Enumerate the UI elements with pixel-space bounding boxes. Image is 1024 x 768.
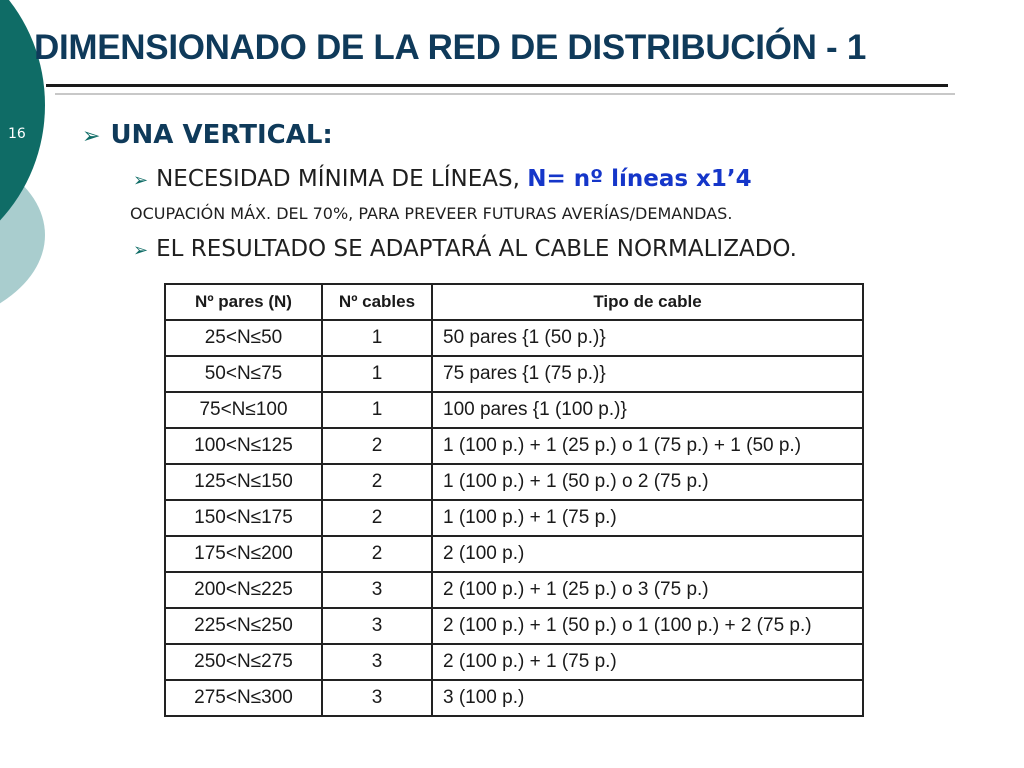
- cell-cables: 3: [322, 572, 432, 608]
- bullet-text: EL RESULTADO SE ADAPTARÁ AL CABLE NORMALIZADO.: [156, 236, 797, 262]
- cell-cable-type: 1 (100 p.) + 1 (50 p.) o 2 (75 p.): [432, 464, 863, 500]
- cell-cables: 1: [322, 320, 432, 356]
- table-row: [165, 428, 863, 464]
- cell-cable-type: 75 pares {1 (75 p.)}: [432, 356, 863, 392]
- table-row: [165, 500, 863, 536]
- cell-cables: 2: [322, 536, 432, 572]
- bullet-text: NECESIDAD MÍNIMA DE LÍNEAS,: [156, 166, 528, 192]
- cell-cables: 3: [322, 644, 432, 680]
- title-underline-secondary: [55, 93, 955, 95]
- cell-pairs: 125<N≤150: [165, 464, 322, 500]
- cell-cables: 2: [322, 500, 432, 536]
- cell-cable-type: 1 (100 p.) + 1 (25 p.) o 1 (75 p.) + 1 (50 p.): [432, 428, 863, 464]
- bullet-resultado: [133, 236, 797, 262]
- cell-pairs: 75<N≤100: [165, 392, 322, 428]
- formula-text: N= nº líneas x1’4: [527, 166, 752, 192]
- table-row: [165, 572, 863, 608]
- cable-sizing-table: [164, 283, 864, 717]
- header-cable-type: Tipo de cable: [432, 284, 863, 320]
- table-row: [165, 644, 863, 680]
- cell-cable-type: 2 (100 p.): [432, 536, 863, 572]
- table-row: [165, 392, 863, 428]
- table-row: [165, 680, 863, 716]
- cell-cable-type: 3 (100 p.): [432, 680, 863, 716]
- cell-pairs: 250<N≤275: [165, 644, 322, 680]
- cell-cables: 3: [322, 608, 432, 644]
- table-header-row: [165, 284, 863, 320]
- cell-pairs: 200<N≤225: [165, 572, 322, 608]
- table-row: [165, 356, 863, 392]
- cell-pairs: 225<N≤250: [165, 608, 322, 644]
- cell-pairs: 175<N≤200: [165, 536, 322, 572]
- bullet-necesidad-minima: [133, 166, 752, 192]
- cell-pairs: 150<N≤175: [165, 500, 322, 536]
- arrow-bullet-icon: ➢: [82, 124, 101, 149]
- cell-cables: 1: [322, 356, 432, 392]
- table-row: [165, 464, 863, 500]
- table-row: [165, 320, 863, 356]
- bullet-text: UNA VERTICAL:: [110, 120, 333, 150]
- bullet-una-vertical: [82, 120, 333, 150]
- cell-cables: 1: [322, 392, 432, 428]
- cell-cable-type: 2 (100 p.) + 1 (25 p.) o 3 (75 p.): [432, 572, 863, 608]
- arrow-bullet-icon: ➢: [133, 240, 149, 261]
- title-underline: [46, 84, 948, 87]
- cell-cable-type: 1 (100 p.) + 1 (75 p.): [432, 500, 863, 536]
- header-pairs: Nº pares (N): [165, 284, 322, 320]
- cell-cable-type: 100 pares {1 (100 p.)}: [432, 392, 863, 428]
- table-row: [165, 536, 863, 572]
- slide-title: DIMENSIONADO DE LA RED DE DISTRIBUCIÓN - 1: [34, 28, 866, 67]
- arrow-bullet-icon: ➢: [133, 170, 149, 191]
- cell-cable-type: 2 (100 p.) + 1 (50 p.) o 1 (100 p.) + 2 (75 p.): [432, 608, 863, 644]
- cell-cables: 2: [322, 428, 432, 464]
- cell-cable-type: 2 (100 p.) + 1 (75 p.): [432, 644, 863, 680]
- table-row: [165, 608, 863, 644]
- header-cables: Nº cables: [322, 284, 432, 320]
- cell-cables: 3: [322, 680, 432, 716]
- slide-number: 16: [8, 126, 26, 142]
- cell-pairs: 50<N≤75: [165, 356, 322, 392]
- occupancy-note: OCUPACIÓN MÁX. DEL 70%, PARA PREVEER FUTURAS AVERÍAS/DEMANDAS.: [130, 204, 733, 223]
- cell-pairs: 100<N≤125: [165, 428, 322, 464]
- cell-cable-type: 50 pares {1 (50 p.)}: [432, 320, 863, 356]
- cell-cables: 2: [322, 464, 432, 500]
- cell-pairs: 275<N≤300: [165, 680, 322, 716]
- cell-pairs: 25<N≤50: [165, 320, 322, 356]
